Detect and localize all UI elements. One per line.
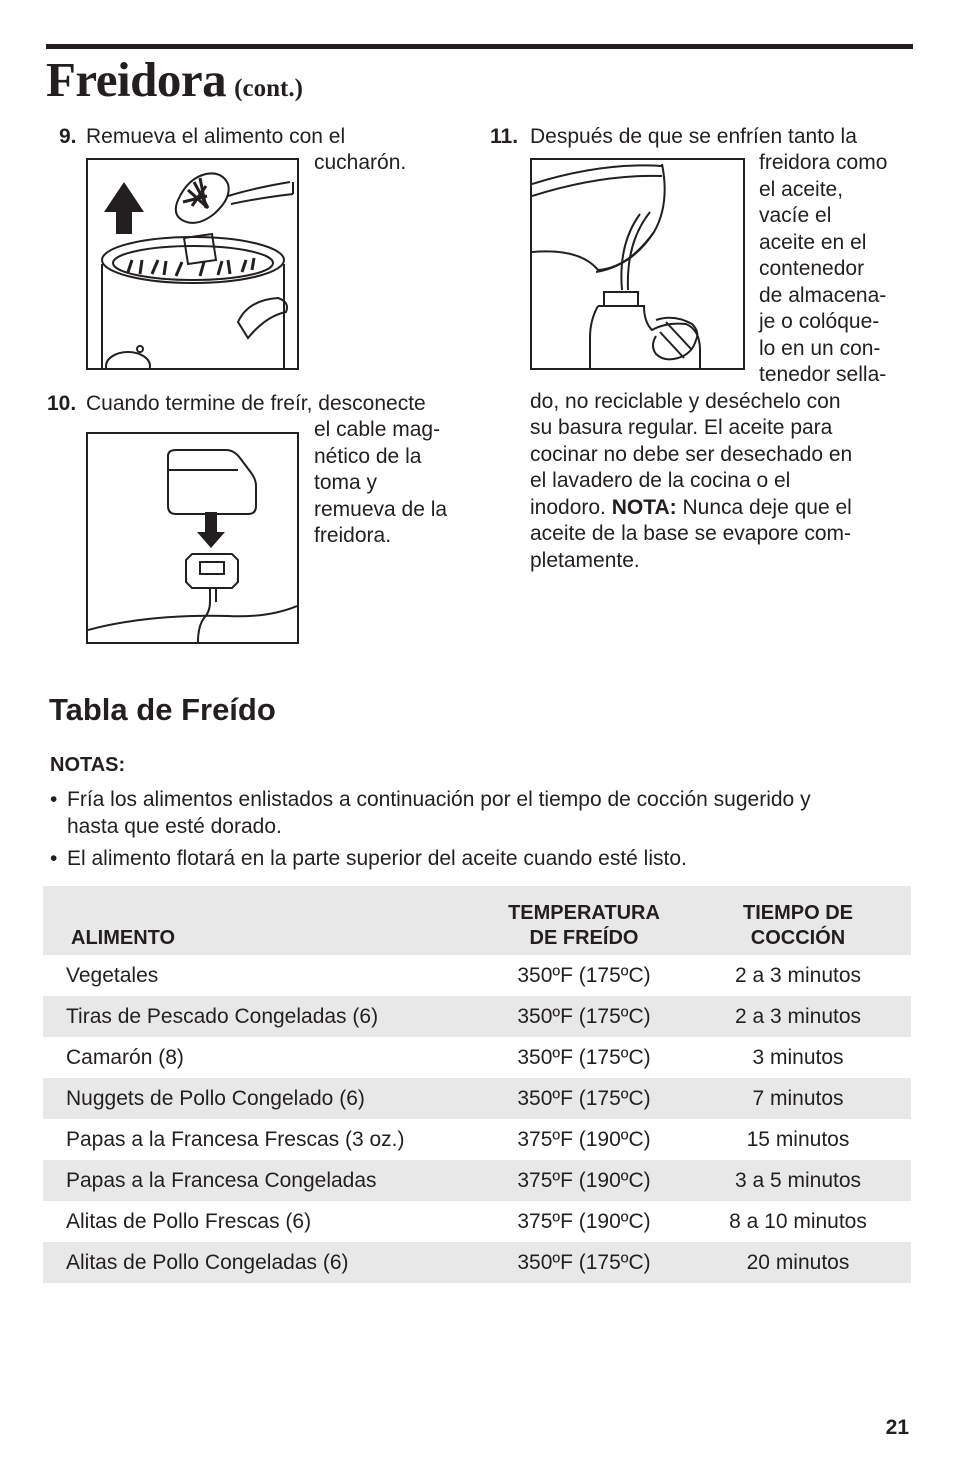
step-10-text-line: Cuando termine de freír, desconecte <box>86 392 426 415</box>
step-11-text-line: el aceite, <box>759 178 844 201</box>
table-row <box>43 996 911 1037</box>
step-11-note-line <box>530 495 852 522</box>
step-11-text-line: freidora como <box>759 151 888 174</box>
step-11-text-line: aceite de la base se evapore com- <box>530 522 852 545</box>
section-title: Tabla de Freído <box>49 692 276 727</box>
step-9-illustration <box>86 158 299 370</box>
step-11-text-line: tenedor sella- <box>759 363 887 386</box>
cell-time: 20 minutos <box>685 1242 911 1283</box>
table-header-row <box>43 886 911 955</box>
header-temperature: TEMPERATURA DE FREÍDO <box>483 886 685 955</box>
page-number: 21 <box>885 1416 909 1439</box>
cell-temperature: 350ºF (175ºC) <box>483 996 685 1037</box>
cell-time: 2 a 3 minutos <box>685 996 911 1037</box>
step-11-note-pre: inodoro. <box>530 496 612 519</box>
step-11-text-line: Después de que se enfríen tanto la <box>530 125 857 148</box>
oil-pouring-illustration <box>532 160 743 368</box>
header-rule <box>46 44 913 49</box>
step-11-text-line: vacíe el <box>759 204 832 227</box>
header-time: TIEMPO DE COCCIÓN <box>685 886 911 955</box>
step-10-text-line: el cable mag- <box>314 418 441 441</box>
step-10-text-line: toma y <box>314 471 378 494</box>
step-11-number: 11. <box>490 125 519 148</box>
cell-temperature: 350ºF (175ºC) <box>483 1078 685 1119</box>
step-11-text-line: contenedor <box>759 257 865 280</box>
cell-food: Nuggets de Pollo Congelado (6) <box>43 1078 483 1119</box>
page-title-text: Freidora <box>46 52 227 107</box>
step-10-number: 10. <box>47 392 77 415</box>
step-9-number: 9. <box>59 125 77 148</box>
cell-food: Camarón (8) <box>66 1046 184 1069</box>
table-row <box>43 1242 911 1283</box>
cell-temperature: 350ºF (175ºC) <box>483 1242 685 1283</box>
step-9-text-line: Remueva el alimento con el <box>86 125 346 148</box>
cell-temperature: 375ºF (190ºC) <box>517 1210 651 1233</box>
bullet-dot: • <box>50 847 58 870</box>
step-10-text-line: freidora. <box>314 524 392 547</box>
step-10-text-line: remueva de la <box>314 498 448 521</box>
page-title <box>46 50 303 119</box>
table-row <box>43 1160 911 1201</box>
fryer-scoop-illustration <box>88 160 297 368</box>
table-row <box>43 1078 911 1119</box>
table-row <box>43 1119 911 1160</box>
cell-time: 3 minutos <box>752 1046 844 1069</box>
note-bullet <box>50 845 920 872</box>
step-11-text-line: cocinar no debe ser desechado en <box>530 443 853 466</box>
step-11-text-line: su basura regular. El aceite para <box>530 416 833 439</box>
page-title-cont: (cont.) <box>234 75 303 102</box>
step-11-text-line: el lavadero de la cocina o el <box>530 469 791 492</box>
cell-time: 2 a 3 minutos <box>734 964 862 987</box>
frying-table <box>43 886 911 1283</box>
table-row <box>43 1201 911 1242</box>
cell-temperature: 350ºF (175ºC) <box>517 1046 651 1069</box>
cell-temperature: 375ºF (190ºC) <box>483 1160 685 1201</box>
note-bullet-line: hasta que esté dorado. <box>67 815 282 838</box>
step-11-text-line: aceite en el <box>759 231 867 254</box>
cell-temperature: 350ºF (175ºC) <box>517 964 651 987</box>
note-bullet-line: El alimento flotará en la parte superior del aceite cuando esté listo. <box>67 847 687 870</box>
note-bullet-line: Fría los alimentos enlistados a continuación por el tiempo de cocción sugerido y <box>67 788 811 811</box>
bullet-dot: • <box>50 788 58 811</box>
cell-time: 7 minutos <box>685 1078 911 1119</box>
step-9-text-line: cucharón. <box>314 151 407 174</box>
table-row <box>43 955 911 996</box>
step-10-text-line: nético de la <box>314 445 422 468</box>
header-food: ALIMENTO <box>43 886 483 955</box>
cell-food: Alitas de Pollo Congeladas (6) <box>43 1242 483 1283</box>
magnetic-cord-illustration <box>88 434 297 642</box>
cell-food: Tiras de Pescado Congeladas (6) <box>43 996 483 1037</box>
step-11-text-line: de almacena- <box>759 284 887 307</box>
step-11-text-line: je o colóque- <box>759 310 880 333</box>
notes-label: NOTAS: <box>50 754 126 776</box>
cell-food: Vegetales <box>66 964 159 987</box>
step-11-illustration <box>530 158 745 370</box>
step-11-text-line: lo en un con- <box>759 337 881 360</box>
cell-food: Papas a la Francesa Frescas (3 oz.) <box>66 1128 405 1151</box>
table-row <box>43 1037 911 1078</box>
cell-temperature: 375ºF (190ºC) <box>517 1128 651 1151</box>
cell-food: Alitas de Pollo Frescas (6) <box>66 1210 312 1233</box>
step-10-illustration <box>86 432 299 644</box>
note-bullet <box>50 786 920 840</box>
cell-time: 3 a 5 minutos <box>685 1160 911 1201</box>
step-11-text-line: do, no reciclable y deséchelo con <box>530 390 841 413</box>
cell-time: 8 a 10 minutos <box>729 1210 867 1233</box>
step-11-text-line: pletamente. <box>530 549 640 572</box>
cell-time: 15 minutos <box>746 1128 850 1151</box>
step-11-note-post: Nunca deje que el <box>676 496 852 519</box>
note-label: NOTA: <box>611 496 677 519</box>
cell-food: Papas a la Francesa Congeladas <box>43 1160 483 1201</box>
